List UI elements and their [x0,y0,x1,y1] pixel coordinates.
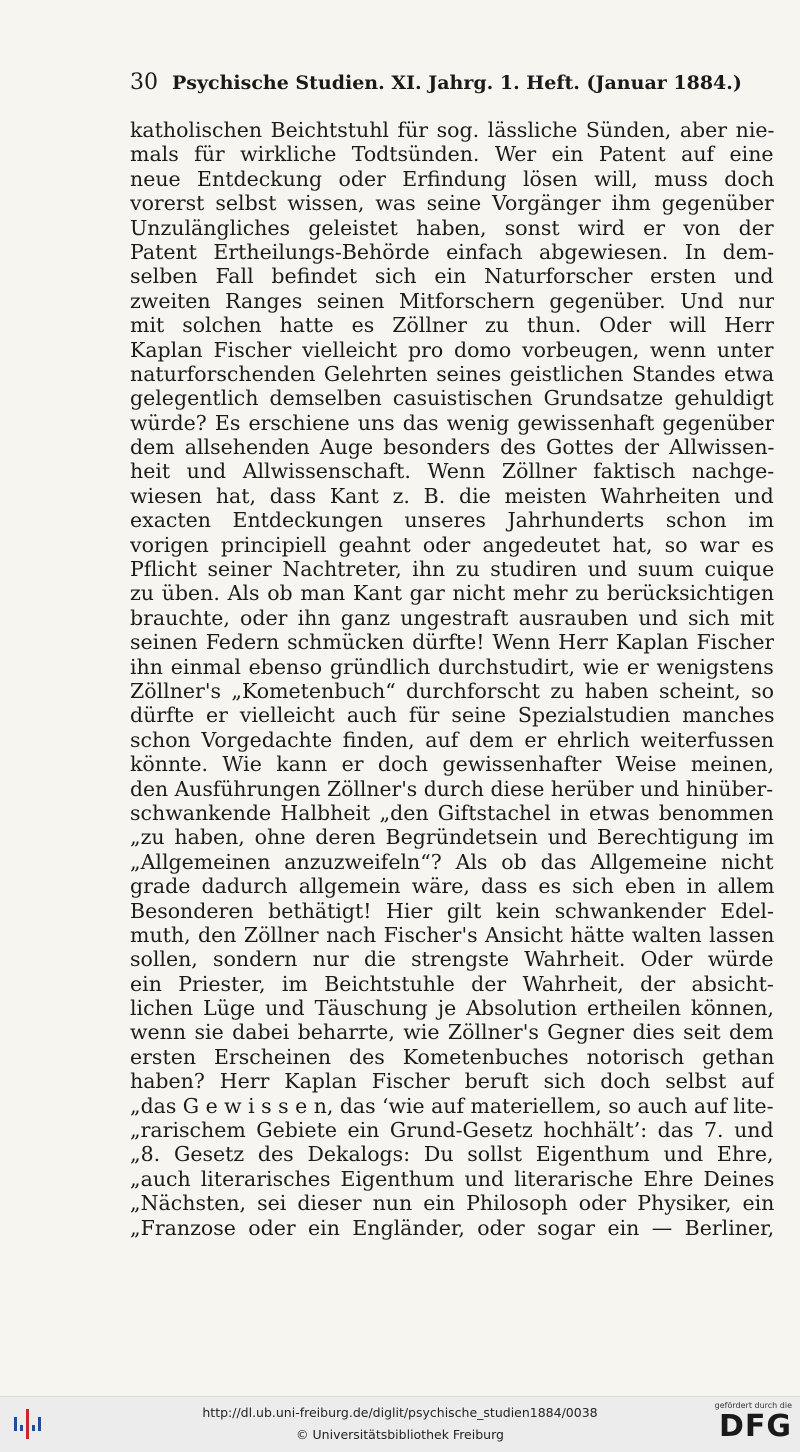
text-line: grade dadurch allgemein wäre, dass es sich eben in allem [130,874,774,899]
text-line: den Ausführungen Zöllner's durch diese herüber und hinüber- [130,776,774,801]
text-line: Patent Ertheilungs-Behörde einfach abgewiesen. In dem- [130,239,774,264]
text-line: neue Entdeckung oder Erfindung lösen will, muss doch [130,166,774,191]
viewer-footer [0,1396,800,1452]
text-line: gelegentlich demselben casuistischen Grundsatze gehuldigt [130,386,774,411]
text-line: mit solchen hatte es Zöllner zu thun. Oder will Herr [130,313,774,338]
text-line: brauchte, oder ihn ganz ungestraft ausrauben und sich mit [130,605,774,630]
text-line: „rarischem Gebiete ein Grund-Gesetz hochhält’: das 7. und [130,1118,774,1143]
text-line: lichen Lüge und Täuschung je Absolution ertheilen können, [130,996,774,1021]
text-line: ihn einmal ebenso gründlich durchstudirt, wie er wenigstens [130,654,774,679]
text-line: heit und Allwissenschaft. Wenn Zöllner faktisch nachge- [130,459,774,484]
text-line: dem allsehenden Auge besonders des Gottes der Allwissen- [130,435,774,460]
text-line: sollen, sondern nur die strengste Wahrheit. Oder würde [130,947,774,972]
text-line: muth, den Zöllner nach Fischer's Ansicht hätte walten lassen [130,922,774,947]
dfg-wordmark: DFG [718,1409,792,1444]
text-line: vorerst selbst wissen, was seine Vorgänger ihm gegenüber [130,191,774,216]
text-line: zweiten Ranges seinen Mitforschern gegenüber. Und nur [130,288,774,313]
text-line: ein Priester, im Beichtstuhle der Wahrheit, der absicht- [130,971,774,996]
copyright-notice: © Universitätsbibliothek Freiburg [296,1427,504,1442]
text-line: mals für wirkliche Todtsünden. Wer ein Patent auf eine [130,142,774,167]
text-line: schon Vorgedachte finden, auf dem er ehrlich weiterfussen [130,727,774,752]
text-line: „Allgemeinen anzuzweifeln“? Als ob das Allgemeine nicht [130,849,774,874]
text-line: Unzulängliches geleistet haben, sonst wird er von der [130,215,774,240]
page-number: 30 [130,70,158,95]
text-line: selben Fall befindet sich ein Naturforscher ersten und [130,264,774,289]
running-header [130,70,740,95]
text-line: zu üben. Als ob man Kant gar nicht mehr zu berücksichtigen [130,581,774,606]
dfg-logo [706,1401,792,1449]
text-line: Besonderen bethätigt! Hier gilt kein schwankender Edel- [130,898,774,923]
text-line: „auch literarisches Eigenthum und literarische Ehre Deines [130,1166,774,1191]
text-line: „Nächsten, sei dieser nun ein Philosoph oder Physiker, ein [130,1191,774,1216]
text-line: haben? Herr Kaplan Fischer beruft sich doch selbst auf [130,1069,774,1094]
running-title: Psychische Studien. XI. Jahrg. 1. Heft. (Januar 1884.) [172,72,742,94]
text-line: „das G e w i s s e n, das ‘wie auf materiellem, so auch auf lite- [130,1093,774,1118]
text-line: „zu haben, ohne deren Begründetsein und Berechtigung im [130,825,774,850]
text-line: Pflicht seiner Nachtreter, ihn zu studiren und suum cuique [130,557,774,582]
text-line: „Franzose oder ein Engländer, oder sogar ein — Berliner, [130,1215,774,1240]
text-line: könnte. Wie kann er doch gewissenhafter Weise meinen, [130,752,774,777]
text-line: „8. Gesetz des Dekalogs: Du sollst Eigenthum und Ehre, [130,1142,774,1167]
text-line: schwankende Halbheit „den Giftstachel in etwas benommen [130,800,774,825]
text-line: würde? Es erschiene uns das wenig gewissenhaft gegenüber [130,410,774,435]
text-line: vorigen principiell geahnt oder angedeutet hat, so war es [130,532,774,557]
body-text [130,118,774,1240]
text-line: seinen Federn schmücken dürfte! Wenn Herr Kaplan Fischer [130,630,774,655]
source-url[interactable]: http://dl.ub.uni-freiburg.de/diglit/psychische_studien1884/0038 [202,1405,598,1420]
text-line: wenn sie dabei beharrte, wie Zöllner's Gegner dies seit dem [130,1020,774,1045]
text-line: Zöllner's „Kometenbuch“ durchforscht zu haben scheint, so [130,678,774,703]
text-line: exacten Entdeckungen unseres Jahrhunderts schon im [130,508,774,533]
text-line: Kaplan Fischer vielleicht pro domo vorbeugen, wenn unter [130,337,774,362]
text-line: naturforschenden Gelehrten seines geistlichen Standes etwa [130,361,774,386]
text-line: dürfte er vielleicht auch für seine Spezialstudien manches [130,703,774,728]
text-line: ersten Erscheinen des Kometenbuches notorisch gethan [130,1044,774,1069]
text-line: wiesen hat, dass Kant z. B. die meisten Wahrheiten und [130,483,774,508]
dfg-tagline: gefördert durch die [714,1401,792,1410]
text-line: katholischen Beichtstuhl für sog. lässliche Sünden, aber nie- [130,118,774,142]
